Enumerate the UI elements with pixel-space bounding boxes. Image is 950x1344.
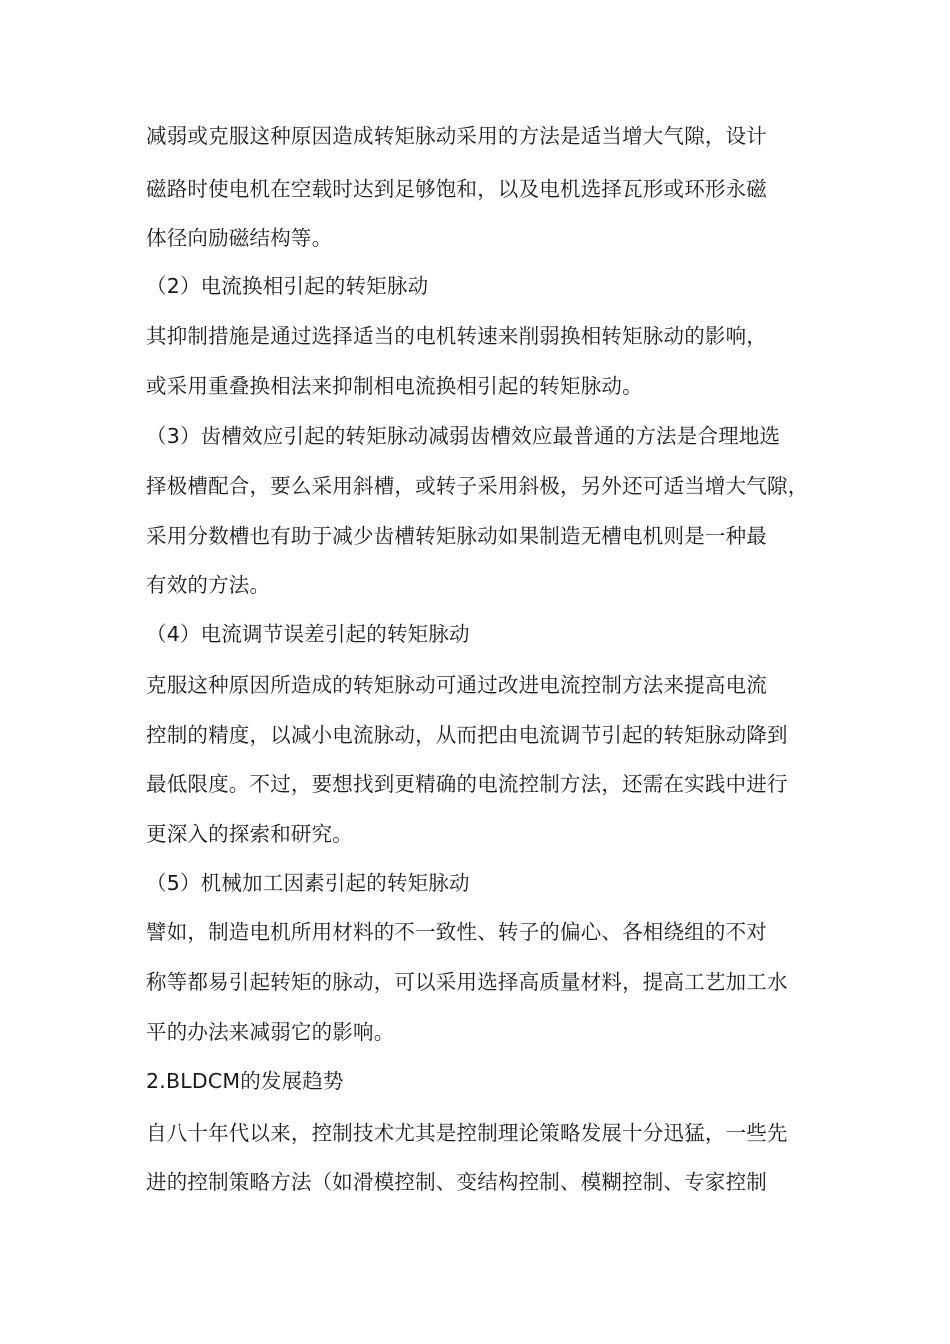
- paragraph-line: 择极槽配合，要么采用斜槽，或转子采用斜极，另外还可适当增大气隙，: [146, 474, 809, 498]
- paragraph-line: 譬如，制造电机所用材料的不一致性、转子的偏心、各相绕组的不对: [146, 920, 767, 944]
- paragraph-line: 自八十年代以来，控制技术尤其是控制理论策略发展十分迅猛，一些先: [146, 1121, 788, 1145]
- paragraph-line: 称等都易引起转矩的脉动，可以采用选择高质量材料，提高工艺加工水: [146, 970, 788, 994]
- paragraph-line: 最低限度。不过，要想找到更精确的电流控制方法，还需在实践中进行: [146, 772, 788, 796]
- paragraph-line: 磁路时使电机在空载时达到足够饱和，以及电机选择瓦形或环形永磁: [146, 177, 767, 201]
- paragraph-line: 控制的精度，以减小电流脉动，从而把由电流调节引起的转矩脉动降到: [146, 723, 788, 747]
- paragraph-line: 克服这种原因所造成的转矩脉动可通过改进电流控制方法来提高电流: [146, 673, 767, 697]
- section-heading: （4）电流调节误差引起的转矩脉动: [146, 622, 470, 646]
- paragraph-line: 减弱或克服这种原因造成转矩脉动采用的方法是适当增大气隙，设计: [146, 124, 767, 148]
- paragraph-line: 更深入的探索和研究。: [146, 822, 353, 846]
- section-heading: （5）机械加工因素引起的转矩脉动: [146, 871, 470, 895]
- paragraph-line: 平的办法来减弱它的影响。: [146, 1020, 395, 1044]
- section-heading: （2）电流换相引起的转矩脉动: [146, 274, 429, 298]
- paragraph-line: 其抑制措施是通过选择适当的电机转速来削弱换相转矩脉动的影响，: [146, 324, 767, 348]
- paragraph-line: 有效的方法。: [146, 573, 271, 597]
- section-heading: （3）齿槽效应引起的转矩脉动减弱齿槽效应最普通的方法是合理地选: [146, 424, 781, 448]
- paragraph-line: 进的控制策略方法（如滑模控制、变结构控制、模糊控制、专家控制: [146, 1170, 767, 1194]
- paragraph-line: 或采用重叠换相法来抑制相电流换相引起的转矩脉动。: [146, 374, 643, 398]
- paragraph-line: 采用分数槽也有助于减少齿槽转矩脉动如果制造无槽电机则是一种最: [146, 524, 767, 548]
- section-heading: 2.BLDCM的发展趋势: [146, 1069, 344, 1093]
- paragraph-line: 体径向励磁结构等。: [146, 226, 333, 250]
